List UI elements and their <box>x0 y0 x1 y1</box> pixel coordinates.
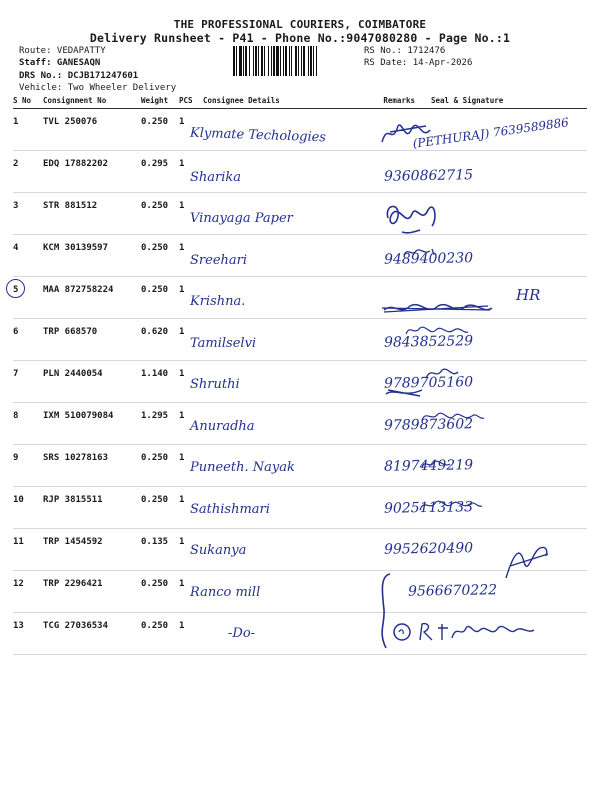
row-pcs: 1 <box>179 235 203 277</box>
signature-row-10 <box>416 496 486 516</box>
signature-row-1 <box>380 118 440 148</box>
row-consignment-no: RJP 3815511 <box>43 487 141 529</box>
row-pcs: 1 <box>179 361 203 403</box>
row-sno: 2 <box>13 151 43 193</box>
signature-row-4 <box>400 245 440 259</box>
row-pcs: 1 <box>179 151 203 193</box>
handwritten-consignee: Vinayaga Paper <box>190 211 293 226</box>
row-sno: 9 <box>13 445 43 487</box>
handwritten-consignee: Puneeth. Nayak <box>190 460 295 475</box>
strike-row-7 <box>384 386 424 400</box>
row-weight: 0.250 <box>141 571 179 613</box>
row-pcs: 1 <box>179 319 203 361</box>
table-row <box>13 319 587 361</box>
row-weight: 0.250 <box>141 193 179 235</box>
handwritten-contact: (PETHURAJ) 7639589886 <box>411 115 570 151</box>
row-consignment-no: TRP 668570 <box>43 319 141 361</box>
row-pcs: 1 <box>179 529 203 571</box>
handwritten-consignee: Sukanya <box>190 543 247 558</box>
row-weight: 0.250 <box>141 445 179 487</box>
signature-row-12 <box>390 618 540 646</box>
col-header-remarks: Remarks <box>359 94 419 109</box>
remark-hr: HR <box>516 286 541 304</box>
handwritten-contact: 8197449219 <box>383 457 474 475</box>
row-sno: 5 <box>13 277 43 319</box>
table-row <box>13 445 587 487</box>
handwritten-consignee: Sathishmari <box>190 501 270 517</box>
handwritten-contact: 9843852529 <box>383 332 474 351</box>
col-header-consignee: Consignee Details <box>203 94 359 109</box>
row-consignment-no: MAA 872758224 <box>43 277 141 319</box>
row-weight: 0.250 <box>141 109 179 151</box>
row-consignment-no: STR 881512 <box>43 193 141 235</box>
drs-number: DRS No.: DCJB171247601 <box>19 71 139 81</box>
handwritten-consignee: Krishna. <box>190 294 246 309</box>
signature-row-9 <box>418 456 454 472</box>
signature-row-6 <box>402 322 472 340</box>
col-header-sno: S No <box>13 94 43 109</box>
handwritten-consignee: Sharika <box>190 169 242 185</box>
table-row <box>13 193 587 235</box>
row-sno: 8 <box>13 403 43 445</box>
row-weight: 0.250 <box>141 613 179 655</box>
signature-row-8 <box>418 408 488 426</box>
row-pcs: 1 <box>179 445 203 487</box>
row-pcs: 1 <box>179 571 203 613</box>
signature-row-3 <box>382 198 442 238</box>
row-5-circle-mark <box>6 279 25 298</box>
row-pcs: 1 <box>179 487 203 529</box>
vehicle-label: Vehicle: Two Wheeler Delivery <box>19 83 177 93</box>
signature-row-11 <box>500 542 552 582</box>
row-weight: 1.295 <box>141 403 179 445</box>
table-row <box>13 277 587 319</box>
company-name: THE PROFESSIONAL COURIERS, COIMBATORE <box>173 18 427 31</box>
row-weight: 0.135 <box>141 529 179 571</box>
row-weight: 0.620 <box>141 319 179 361</box>
row-sno: 7 <box>13 361 43 403</box>
handwritten-contact: 9489400230 <box>383 249 474 268</box>
row-pcs: 1 <box>179 403 203 445</box>
row-weight: 0.250 <box>141 277 179 319</box>
handwritten-consignee: Ranco mill <box>190 584 261 600</box>
handwritten-contact: 9789705160 <box>383 374 474 392</box>
col-header-weight: Weight <box>141 94 179 109</box>
row-pcs: 1 <box>179 193 203 235</box>
handwritten-consignee: Shruthi <box>190 377 240 392</box>
row-pcs: 1 <box>179 277 203 319</box>
row-consignment-no: EDQ 17882202 <box>43 151 141 193</box>
row-weight: 0.250 <box>141 487 179 529</box>
col-header-signature: Seal & Signature <box>419 94 587 109</box>
col-header-consignment: Consignment No <box>43 94 141 109</box>
runsheet-title: Delivery Runsheet - P41 - Phone No.:9047080280 - Page No.:1 <box>89 31 511 45</box>
row-consignment-no: SRS 10278163 <box>43 445 141 487</box>
handwritten-contact: 9025113133 <box>383 498 474 517</box>
row-consignment-no: KCM 30139597 <box>43 235 141 277</box>
table-row <box>13 361 587 403</box>
row-sno: 11 <box>13 529 43 571</box>
row-sno: 10 <box>13 487 43 529</box>
handwritten-contact: 9360862715 <box>383 166 474 185</box>
table-row <box>13 487 587 529</box>
row-consignee-cell <box>203 613 359 655</box>
signature-row-7 <box>422 364 462 384</box>
handwritten-consignee: Sreehari <box>190 252 248 268</box>
row-pcs: 1 <box>179 109 203 151</box>
row-consignment-no: IXM 510079084 <box>43 403 141 445</box>
row-sno: 12 <box>13 571 43 613</box>
staff-label: Staff: GANESAQN <box>19 58 101 68</box>
row-sno: 3 <box>13 193 43 235</box>
handwritten-consignee: Anuradha <box>190 418 255 434</box>
rs-number: RS No.: 1712476 <box>364 46 446 56</box>
row-consignment-no: TCG 27036534 <box>43 613 141 655</box>
handwritten-contact: 9566670222 <box>407 581 498 600</box>
col-header-pcs: PCS <box>179 94 203 109</box>
handwritten-contact: 9952620490 <box>383 540 474 558</box>
handwritten-consignee: Tamilselvi <box>190 335 257 351</box>
table-row <box>13 151 587 193</box>
row-consignment-no: TRP 1454592 <box>43 529 141 571</box>
row-pcs: 1 <box>179 613 203 655</box>
table-row <box>13 403 587 445</box>
row-sno: 13 <box>13 613 43 655</box>
handwritten-consignee: -Do- <box>228 626 256 641</box>
row-sno: 4 <box>13 235 43 277</box>
rs-date: RS Date: 14-Apr-2026 <box>364 58 473 68</box>
table-row <box>13 235 587 277</box>
handwritten-contact: 9789873602 <box>383 415 474 434</box>
barcode-icon <box>233 46 360 76</box>
row-weight: 0.250 <box>141 235 179 277</box>
row-consignment-no: PLN 2440054 <box>43 361 141 403</box>
route-label: Route: VEDAPATTY <box>19 46 106 56</box>
row-weight: 0.295 <box>141 151 179 193</box>
row-consignment-no: TVL 250076 <box>43 109 141 151</box>
signature-row-5 <box>380 298 496 320</box>
row-consignment-no: TRP 2296421 <box>43 571 141 613</box>
row-signature-cell <box>419 193 587 235</box>
handwritten-consignee: Klymate Techologies <box>189 125 327 146</box>
row-sno: 6 <box>13 319 43 361</box>
row-weight: 1.140 <box>141 361 179 403</box>
row-sno: 1 <box>13 109 43 151</box>
